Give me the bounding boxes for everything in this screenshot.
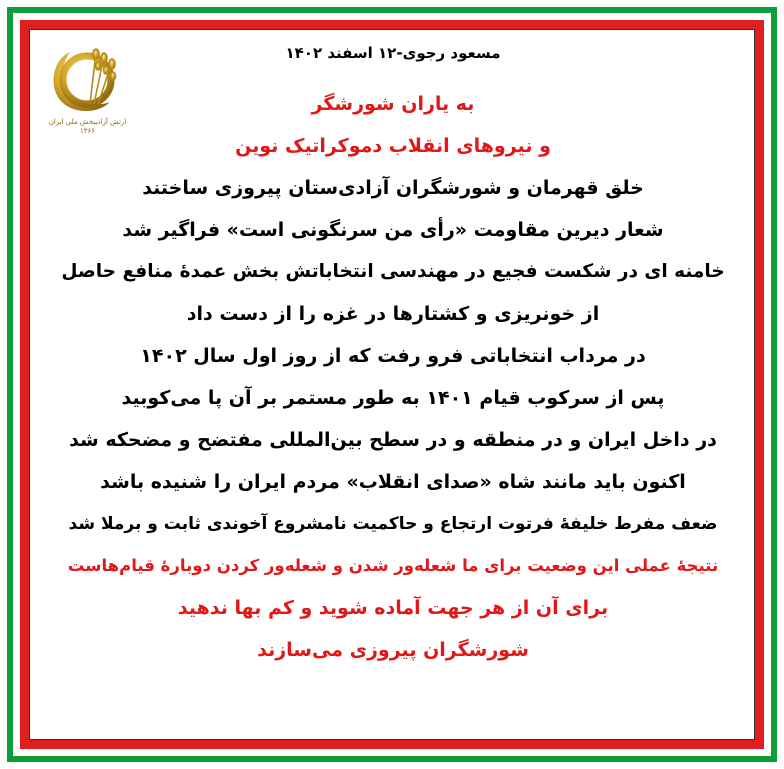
message-line-10: اکنون باید مانند شاه «صدای انقلاب» مردم ایران را شنیده باشد <box>100 471 686 493</box>
nla-emblem <box>40 40 135 135</box>
message-line-4: شعار دیرین مقاومت «رأی من سرنگونی است» فراگیر شد <box>122 219 664 241</box>
message-line-3: خلق قهرمان و شورشگران آزادی‌ستان پیروزی ساختند <box>142 177 644 199</box>
emblem-caption: ارتش آزادیبخش ملی ایران <box>48 118 127 126</box>
message-line-14: شورشگران پیروزی می‌سازند <box>257 639 529 661</box>
author-date-line: مسعود رجوی-۱۲ اسفند ۱۴۰۲ <box>285 44 501 62</box>
message-line-6: از خونریزی و کشتارها در غزه را از دست داد <box>186 303 600 325</box>
message-line-1: به یاران شورشگر <box>311 93 475 115</box>
message-line-7: در مرداب انتخاباتی فرو رفت که از روز اول سال ۱۴۰۲ <box>140 345 646 367</box>
message-line-9: در داخل ایران و در منطقه و در سطح بین‌المللی مفتضح و مضحکه شد <box>69 429 717 451</box>
message-line-13: برای آن از هر جهت آماده شوید و کم بها ندهید <box>177 597 609 619</box>
message-line-11: ضعف مفرط خلیفهٔ فرتوت ارتجاع و حاکمیت نامشروع آخوندی ثابت و برملا شد <box>68 514 718 534</box>
message-line-12: نتیجهٔ عملی این وضعیت برای ما شعله‌ور شدن و شعله‌ور کردن دوبارهٔ قیام‌هاست <box>67 556 719 575</box>
message-line-2: و نیروهای انقلاب دموکراتیک نوین <box>235 135 551 157</box>
message-line-8: پس از سرکوب قیام ۱۴۰۱ به طور مستمر بر آن پا می‌کوبید <box>121 387 665 409</box>
emblem-year: ۱۳۶۶ <box>79 127 96 135</box>
message-line-5: خامنه ای در شکست فجیع در مهندسی انتخاباتش بخش عمدهٔ منافع حاصل <box>61 261 725 282</box>
